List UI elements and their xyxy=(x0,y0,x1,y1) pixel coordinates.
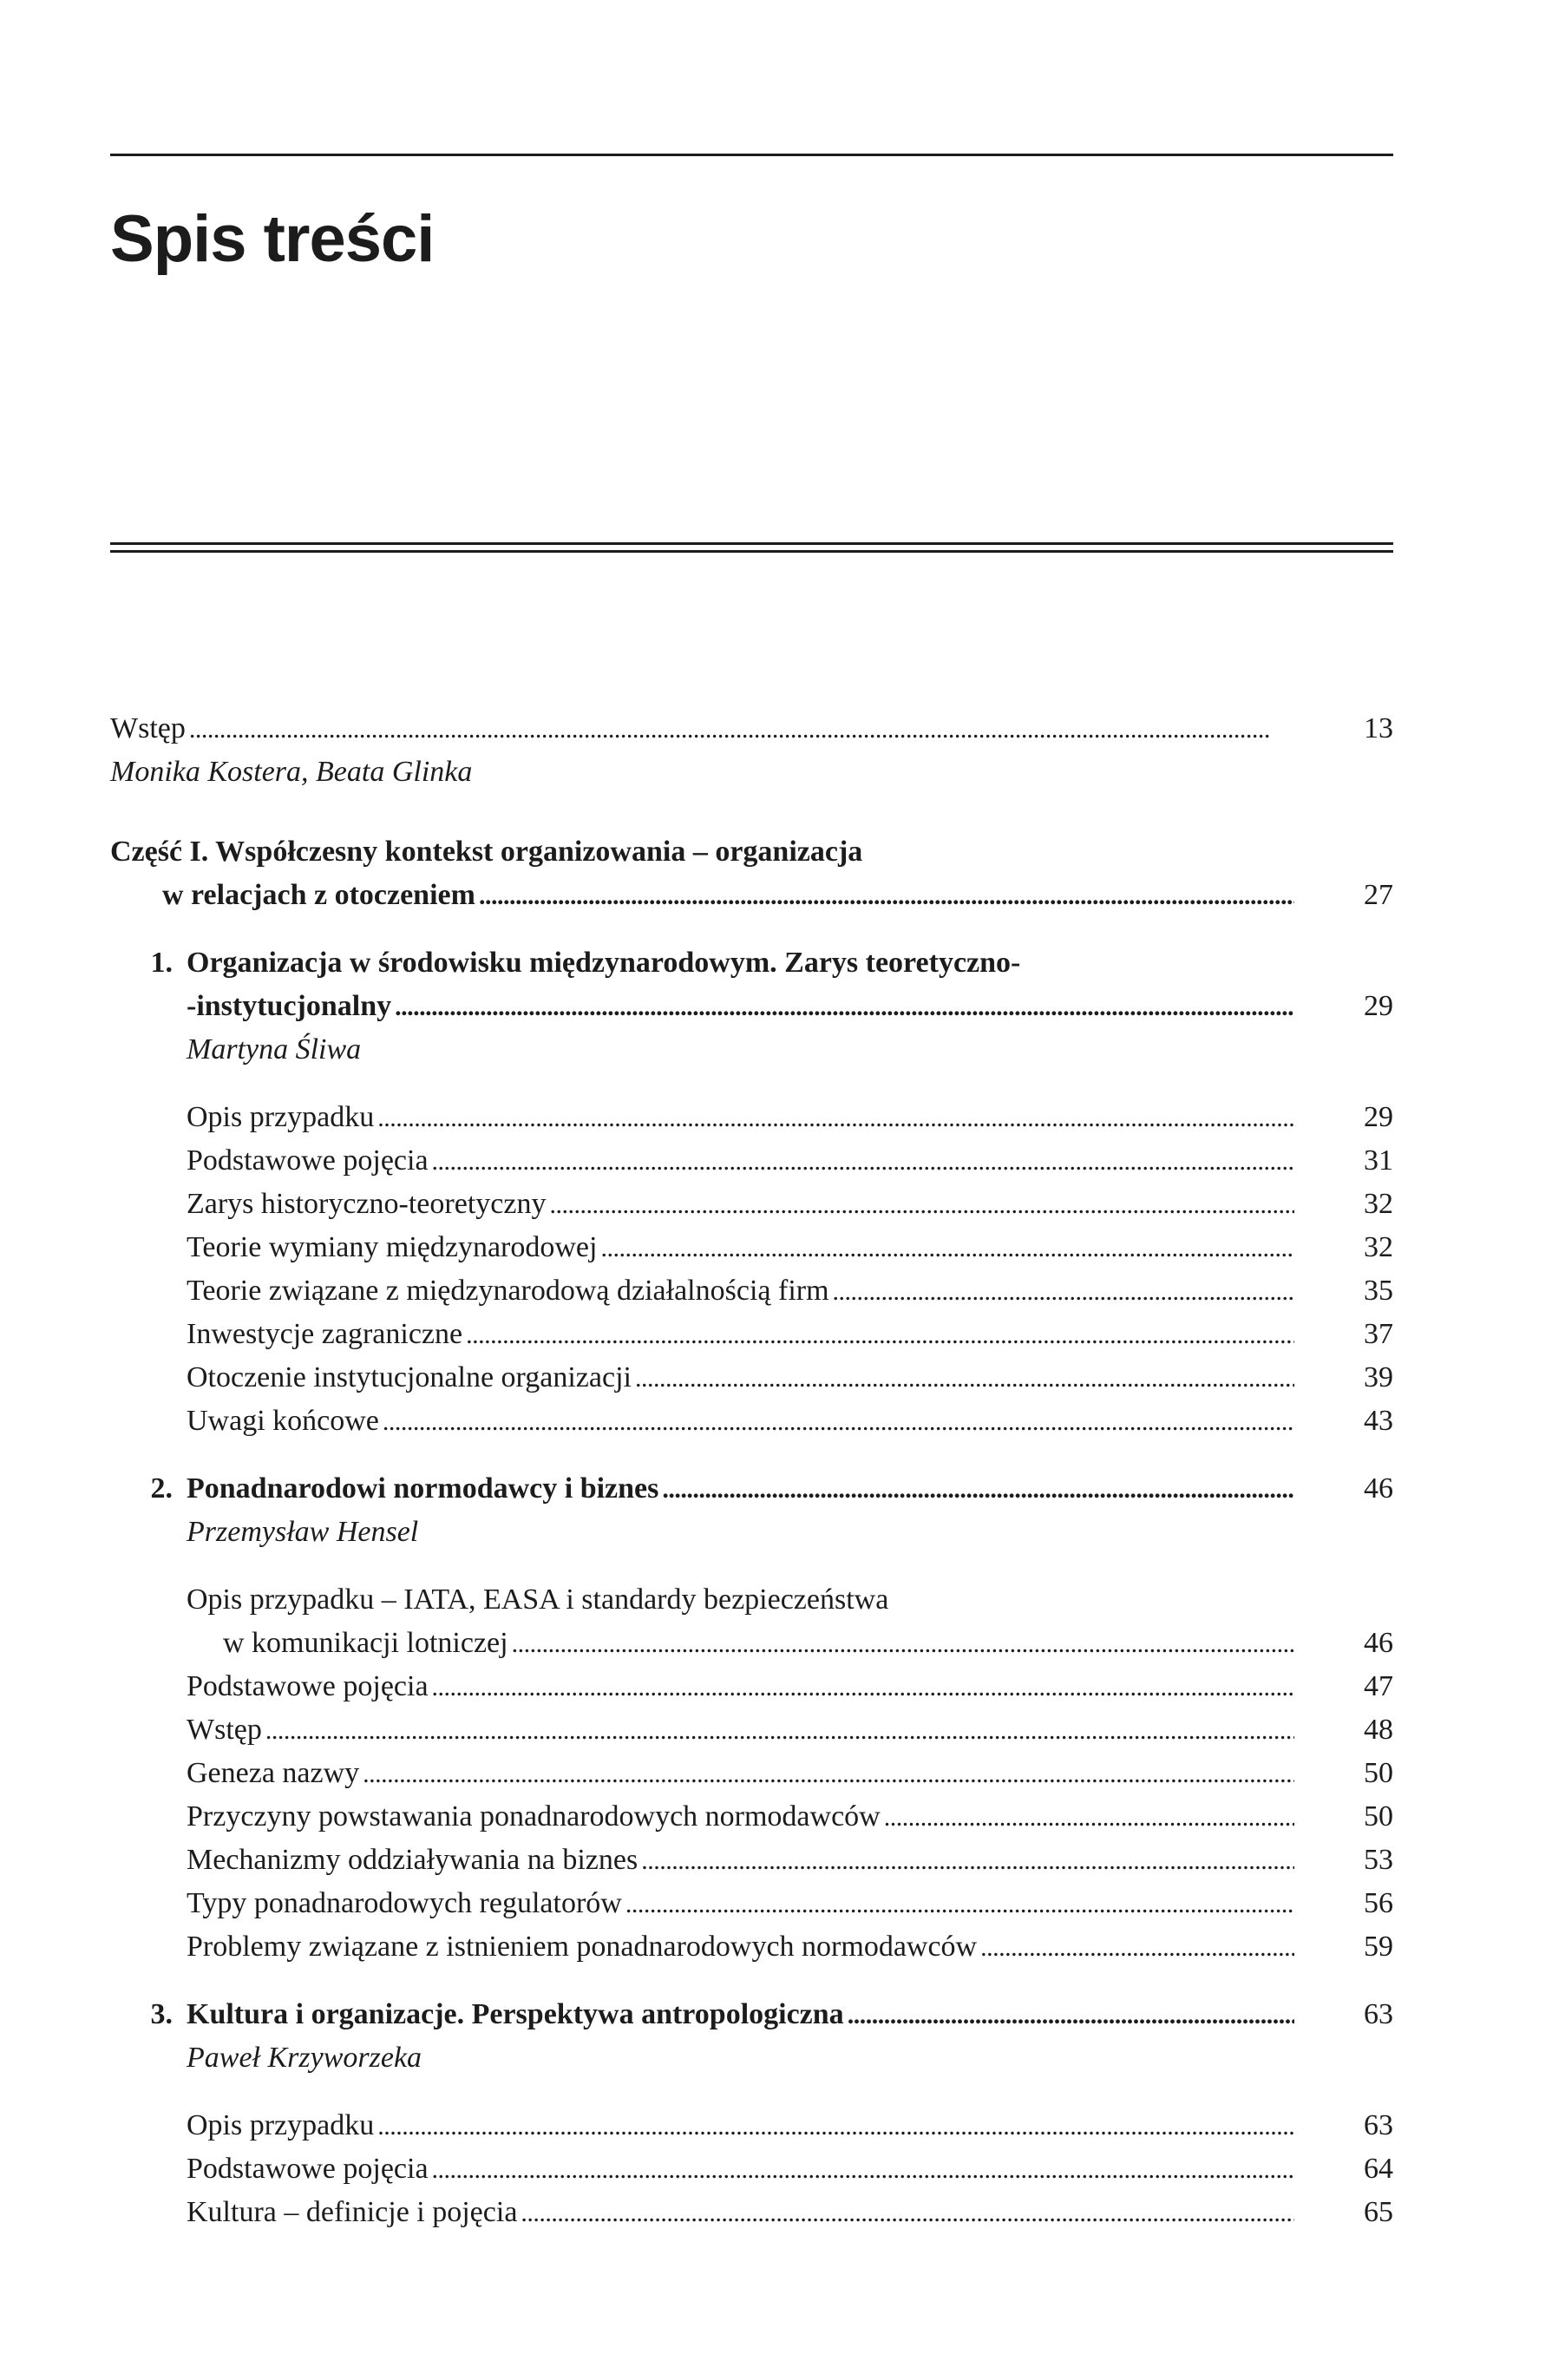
chapter-number: 2. xyxy=(150,1472,173,1505)
dot-leader xyxy=(395,985,1294,1029)
toc-entry-page: 65 xyxy=(1364,2196,1393,2228)
chapter-2-author: Przemysław Hensel xyxy=(187,1516,419,1548)
double-rule xyxy=(110,542,1393,554)
toc-entry-label: Wstęp xyxy=(187,1714,262,1746)
dot-leader xyxy=(466,1313,1294,1357)
toc-entry-label: Inwestycje zagraniczne xyxy=(187,1318,463,1350)
toc-section[interactable] xyxy=(110,1139,1393,1183)
toc-entry-page: 32 xyxy=(1364,1188,1393,1220)
toc-section[interactable] xyxy=(110,2147,1393,2191)
dot-leader xyxy=(521,2191,1294,2235)
toc-entry-label: -instytucjonalny xyxy=(187,990,392,1022)
toc-entry-label: w komunikacji lotniczej xyxy=(223,1627,508,1659)
toc-section[interactable] xyxy=(110,1622,1393,1665)
toc-section[interactable] xyxy=(110,1226,1393,1269)
toc-entry-label: Podstawowe pojęcia xyxy=(187,1670,429,1702)
toc-entry-page: 59 xyxy=(1364,1931,1393,1963)
toc-section[interactable] xyxy=(110,1096,1393,1139)
toc-section[interactable] xyxy=(110,1356,1393,1400)
toc-section[interactable] xyxy=(110,1752,1393,1795)
toc-entry-label: Kultura i organizacje. Perspektywa antropologiczna xyxy=(187,1998,844,2030)
toc-entry-label: Podstawowe pojęcia xyxy=(187,2153,429,2185)
chapter-1-heading xyxy=(110,941,1393,985)
toc-section[interactable] xyxy=(110,1400,1393,1443)
toc-entry-page: 37 xyxy=(1364,1318,1393,1350)
dot-leader xyxy=(432,1139,1294,1183)
toc-entry-page: 47 xyxy=(1364,1670,1393,1702)
toc-entry-page: 39 xyxy=(1364,1361,1393,1393)
dot-leader xyxy=(512,1622,1294,1666)
toc-entry-chapter-2[interactable] xyxy=(110,1467,1393,1511)
toc-entry-label: Ponadnarodowi normodawcy i biznes xyxy=(187,1472,659,1505)
toc-entry-label: Teorie wymiany międzynarodowej xyxy=(187,1231,598,1263)
toc-entry-page: 29 xyxy=(1364,1101,1393,1133)
toc-entry-label: Zarys historyczno-teoretyczny xyxy=(187,1188,547,1220)
dot-leader xyxy=(265,1708,1294,1753)
toc-entry-chapter-1[interactable] xyxy=(110,985,1393,1028)
toc-section[interactable] xyxy=(110,2104,1393,2147)
chapter-number: 1. xyxy=(150,947,173,979)
toc-entry-page: 27 xyxy=(1364,879,1393,911)
dot-leader xyxy=(549,1183,1294,1227)
toc-section[interactable] xyxy=(110,2191,1393,2234)
toc-entry-page: 46 xyxy=(1364,1627,1393,1659)
dot-leader xyxy=(363,1752,1294,1796)
table-of-contents xyxy=(110,707,1393,2234)
chapter-3-author: Paweł Krzyworzeka xyxy=(187,2042,422,2074)
part1-title-line1: Część I. Współczesny kontekst organizowania – organizacja xyxy=(110,836,863,868)
toc-entry-page: 56 xyxy=(1364,1887,1393,1919)
dot-leader xyxy=(479,874,1294,918)
toc-entry-label: Uwagi końcowe xyxy=(187,1405,379,1437)
dot-leader xyxy=(848,1993,1294,2037)
toc-section[interactable] xyxy=(110,1183,1393,1226)
dot-leader xyxy=(383,1400,1294,1444)
toc-entry-chapter-3[interactable] xyxy=(110,1993,1393,2036)
dot-leader xyxy=(189,707,1294,751)
dot-leader xyxy=(377,1096,1294,1140)
dot-leader xyxy=(980,1925,1294,1970)
dot-leader xyxy=(377,2104,1294,2148)
dot-leader xyxy=(884,1795,1294,1839)
toc-entry-label: Geneza nazwy xyxy=(187,1757,360,1789)
toc-entry-label: Typy ponadnarodowych regulatorów xyxy=(187,1887,622,1919)
toc-entry-label: Podstawowe pojęcia xyxy=(187,1144,429,1177)
toc-entry-label: Mechanizmy oddziaływania na biznes xyxy=(187,1844,638,1876)
chapter-number: 3. xyxy=(150,1998,173,2030)
toc-entry-label: Opis przypadku xyxy=(187,1101,375,1133)
toc-section[interactable] xyxy=(110,1925,1393,1969)
dot-leader xyxy=(432,2147,1294,2192)
dot-leader xyxy=(635,1356,1294,1400)
toc-entry-label: Przyczyny powstawania ponadnarodowych normodawców xyxy=(187,1800,881,1833)
toc-entry-page: 43 xyxy=(1364,1405,1393,1437)
toc-entry-page: 63 xyxy=(1364,2109,1393,2141)
chapter-title-line1: Organizacja w środowisku międzynarodowym. Zarys teoretyczno- xyxy=(187,947,1021,979)
toc-entry-page: 48 xyxy=(1364,1714,1393,1746)
toc-section[interactable] xyxy=(110,1882,1393,1925)
toc-entry-page: 64 xyxy=(1364,2153,1393,2185)
toc-entry-page: 46 xyxy=(1364,1472,1393,1505)
case-title-line1: Opis przypadku – IATA, EASA i standardy bezpieczeństwa xyxy=(187,1583,889,1616)
toc-entry-label: Wstęp xyxy=(110,712,186,744)
toc-section[interactable] xyxy=(110,1269,1393,1313)
dot-leader xyxy=(641,1839,1294,1883)
toc-section[interactable] xyxy=(110,1839,1393,1882)
toc-entry-label: Teorie związane z międzynarodową działalnością firm xyxy=(187,1275,829,1307)
top-rule xyxy=(110,154,1393,156)
toc-entry-page: 31 xyxy=(1364,1144,1393,1177)
toc-section[interactable] xyxy=(110,1313,1393,1356)
toc-entry-page: 63 xyxy=(1364,1998,1393,2030)
toc-entry-page: 32 xyxy=(1364,1231,1393,1263)
toc-entry-label: Opis przypadku xyxy=(187,2109,375,2141)
toc-entry-page: 50 xyxy=(1364,1800,1393,1833)
toc-entry-label: Problemy związane z istnieniem ponadnarodowych normodawców xyxy=(187,1931,978,1963)
toc-entry-page: 13 xyxy=(1364,712,1393,744)
toc-section[interactable] xyxy=(110,1665,1393,1708)
toc-entry-page: 29 xyxy=(1364,990,1393,1022)
chapter-1-author: Martyna Śliwa xyxy=(187,1033,362,1065)
toc-section[interactable] xyxy=(110,1708,1393,1752)
toc-entry-page: 50 xyxy=(1364,1757,1393,1789)
toc-entry-label: w relacjach z otoczeniem xyxy=(162,879,475,911)
dot-leader xyxy=(662,1467,1294,1511)
dot-leader xyxy=(432,1665,1294,1709)
toc-entry-intro[interactable] xyxy=(110,707,1393,751)
toc-entry-label: Kultura – definicje i pojęcia xyxy=(187,2196,518,2228)
toc-entry-part1[interactable] xyxy=(110,874,1393,917)
intro-authors: Monika Kostera, Beata Glinka xyxy=(110,756,473,788)
dot-leader xyxy=(625,1882,1294,1926)
toc-entry-page: 53 xyxy=(1364,1844,1393,1876)
dot-leader xyxy=(600,1226,1294,1270)
dot-leader xyxy=(833,1269,1294,1314)
toc-section[interactable] xyxy=(110,1795,1393,1839)
toc-entry-page: 35 xyxy=(1364,1275,1393,1307)
toc-entry-label: Otoczenie instytucjonalne organizacji xyxy=(187,1361,632,1393)
page-title: Spis treści xyxy=(110,202,435,276)
